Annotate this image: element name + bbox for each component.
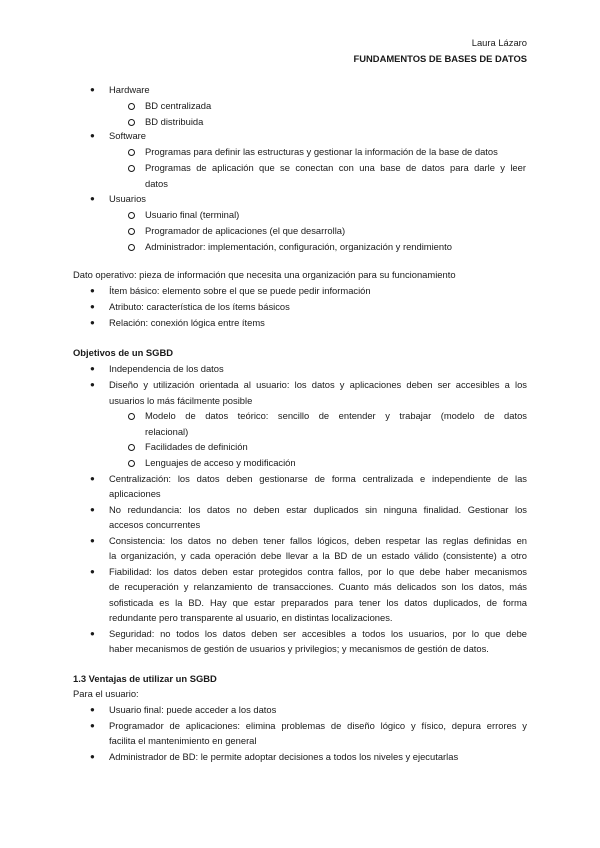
list-item-lenguajes: Lenguajes de acceso y modificación [145,457,296,468]
list-item-usuario-final-ventaja: Usuario final: puede acceder a los datos [109,704,277,715]
list-item-bd-distribuida: BD distribuida [145,116,204,127]
list-item-centralizacion: Centralización: los datos deben gestionarse de forma centralizada e independiente de las [109,473,527,484]
header-title: FUNDAMENTOS DE BASES DE DATOS [353,53,527,64]
list-item-diseno-cont: usuarios lo más fácilmente posible [109,395,253,406]
list-item-bd-centralizada: BD centralizada [145,100,212,111]
ventajas-para-usuario: Para el usuario: [73,688,139,699]
list-item-hardware: Hardware [109,84,150,95]
bullet-icon: ● [90,318,95,327]
bullet-icon: ● [90,752,95,761]
bullet-icon: ● [90,302,95,311]
bullet-icon: ● [90,474,95,483]
list-item-diseno: Diseño y utilización orientada al usuario: los datos y aplicaciones deben ser accesibles a los [109,379,527,390]
list-item-modelo: Modelo de datos teórico: sencillo de entender y trabajar (modelo de datos [145,410,527,421]
list-item-modelo-cont: relacional) [145,426,189,437]
bullet-icon: ● [90,721,95,730]
list-item-administrador-ventaja: Administrador de BD: le permite adoptar decisiones a todos los niveles y ejecutarlas [109,751,459,762]
section-heading-ventajas: 1.3 Ventajas de utilizar un SGBD [73,673,217,684]
bullet-icon: ● [90,505,95,514]
bullet-icon: ● [90,536,95,545]
list-item-facilidades: Facilidades de definición [145,441,248,452]
dato-operativo-intro: Dato operativo: pieza de información que necesita una organización para su funcionamiento [73,269,456,280]
circle-bullet-icon [128,149,135,156]
circle-bullet-icon [128,103,135,110]
list-item-seguridad-cont: haber mecanismos de gestión de usuarios y privilegios; y mecanismos de gestión de datos. [109,643,489,654]
bullet-icon: ● [90,286,95,295]
bullet-icon: ● [90,131,95,140]
list-item-sw-2-cont: datos [145,178,168,189]
circle-bullet-icon [128,165,135,172]
header-author: Laura Lázaro [471,37,527,48]
list-item-consistencia-cont: la organización, y cada operación debe llevar a la BD de un estado válido (consistente) a otro [109,550,527,561]
list-item-sw-2: Programas de aplicación que se conectan con una base de datos para darle y leer [145,162,526,173]
list-item-programador-ventaja: Programador de aplicaciones: elimina problemas de diseño lógico y físico, depura errores y [109,720,527,731]
list-item-fiabilidad-cont-1: de recuperación y relanzamiento de transacciones. Cuanto más delicados son los datos, más [109,581,527,592]
circle-bullet-icon [128,444,135,451]
circle-bullet-icon [128,413,135,420]
list-item-sw-1: Programas para definir las estructuras y gestionar la información de la base de datos [145,146,498,157]
list-item-programador-ventaja-cont: facilita el mantenimiento en general [109,735,257,746]
bullet-icon: ● [90,85,95,94]
list-item-independencia: Independencia de los datos [109,363,224,374]
bullet-icon: ● [90,567,95,576]
bullet-icon: ● [90,380,95,389]
circle-bullet-icon [128,119,135,126]
bullet-icon: ● [90,364,95,373]
list-item-relacion: Relación: conexión lógica entre ítems [109,317,265,328]
list-item-usuarios: Usuarios [109,193,146,204]
list-item-seguridad: Seguridad: no todos los datos deben ser accesibles a todos los usuarios, por lo que debe [109,628,527,639]
list-item-software: Software [109,130,146,141]
bullet-icon: ● [90,705,95,714]
circle-bullet-icon [128,460,135,467]
list-item-fiabilidad-cont-2: sofisticada es la BD. Hay que estar preparados para tener los datos duplicados, de forma [109,597,527,608]
list-item-no-redundancia: No redundancia: los datos no deben estar duplicados sin ninguna finalidad. Gestionar los [109,504,527,515]
list-item-item-basico: Ítem básico: elemento sobre el que se puede pedir información [109,285,371,296]
list-item-programador: Programador de aplicaciones (el que desarrolla) [145,225,346,236]
list-item-administrador: Administrador: implementación, configuración, organización y rendimiento [145,241,452,252]
circle-bullet-icon [128,212,135,219]
list-item-centralizacion-cont: aplicaciones [109,488,161,499]
section-heading-objetivos: Objetivos de un SGBD [73,347,174,358]
circle-bullet-icon [128,244,135,251]
list-item-fiabilidad-cont-3: redundante pero transparente al usuario, en distintas localizaciones. [109,612,393,623]
circle-bullet-icon [128,228,135,235]
bullet-icon: ● [90,194,95,203]
list-item-no-redundancia-cont: accesos concurrentes [109,519,201,530]
bullet-icon: ● [90,629,95,638]
list-item-fiabilidad: Fiabilidad: los datos deben estar protegidos contra fallos, por lo que debe haber mecanismos [109,566,527,577]
list-item-usuario-final: Usuario final (terminal) [145,209,240,220]
list-item-atributo: Atributo: característica de los ítems básicos [109,301,290,312]
list-item-consistencia: Consistencia: los datos no deben tener fallos lógicos, deben respetar las reglas definidas en [109,535,527,546]
